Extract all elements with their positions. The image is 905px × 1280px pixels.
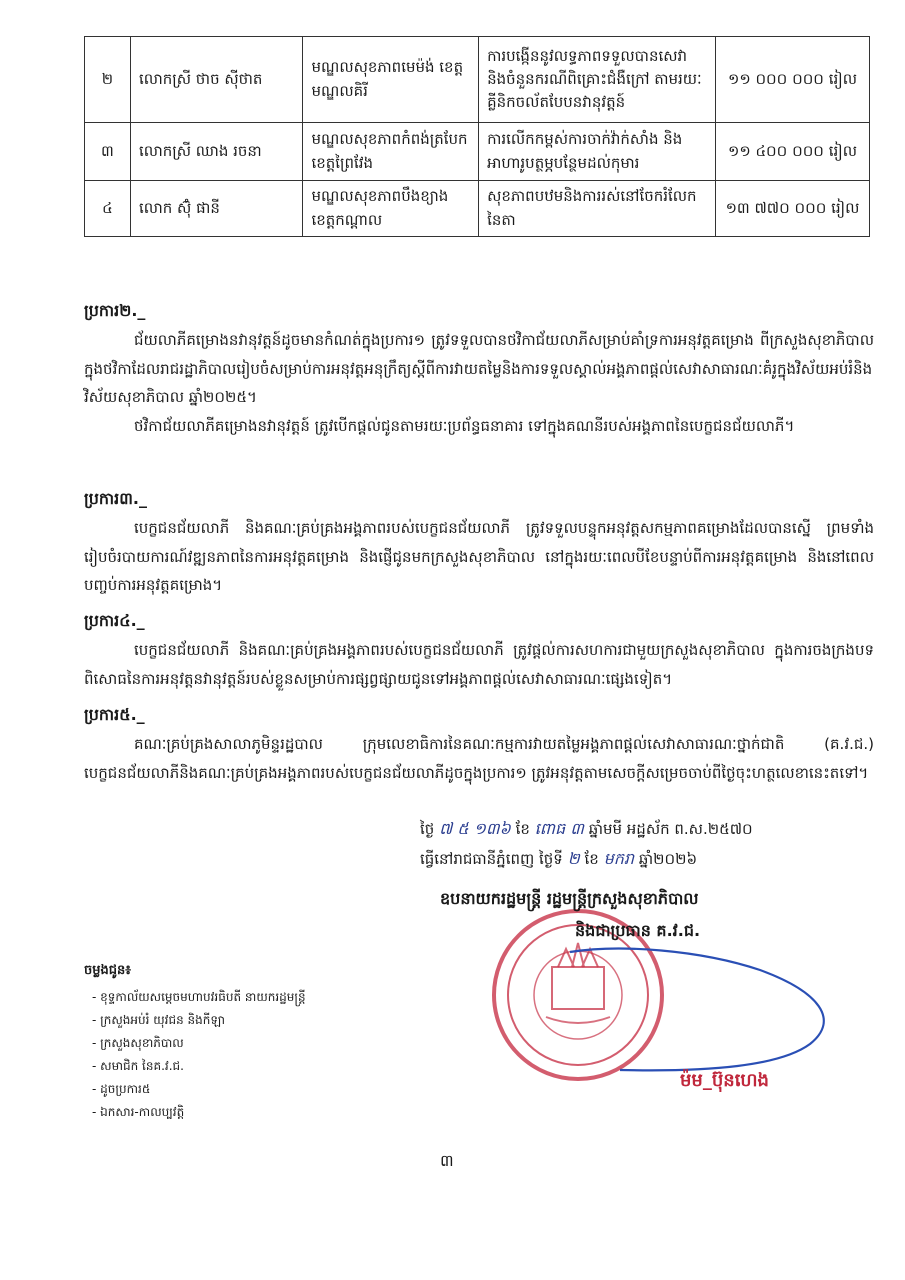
- lunar-year: ឆ្នាំមមី អដ្ឋស័ក ព.ស.២៥៧០: [588, 820, 753, 838]
- article-paragraph: គណៈគ្រប់គ្រងសាលាភូមិន្ទរដ្ឋបាល ក្រុមលេខាធិការនៃគណៈកម្មការវាយតម្លៃអង្គភាពផ្ដល់សេវាសាធារណៈថ្នាក់ជាតិ (គ.វ.ជ.) បេក្ខជនជ័យលាភីនិងគណៈគ្រប់គ្រងអង្គភាពរបស់បេក្ខជនជ័យលាភីដូចក្នុងប្រការ១ ត្រូវអនុវត្តតាមសេចក្ដីសម្រេចចាប់ពីថ្ងៃចុះហត្ថលេខានេះតទៅ។: [84, 735, 874, 782]
- signatory-title: ឧបនាយករដ្ឋមន្ត្រី រដ្ឋមន្ត្រីក្រសួងសុខាភិបាល: [440, 889, 699, 908]
- cc-item: - សមាជិក នៃគ.វ.ជ.: [92, 1055, 306, 1078]
- cc-item: - ដូចប្រការ៥: [92, 1078, 306, 1101]
- article-heading: ប្រការ៤._: [84, 611, 145, 630]
- health-center: មណ្ឌលសុខភាពបឹងខ្យាង ខេត្តកណ្ដាល: [303, 181, 479, 237]
- article-3: [84, 484, 874, 600]
- article-paragraph: ជ័យលាភីគម្រោងនវានុវត្តន៍ដូចមានកំណត់ក្នុងប្រការ១ ត្រូវទទួលបានថវិកាជ័យលាភីសម្រាប់គាំទ្រការអនុវត្តគម្រោង ពីក្រសួងសុខាភិបាល ក្នុងថវិកាដែលរាជរដ្ឋាភិបាលរៀបចំសម្រាប់ការអនុវត្តអនុក្រឹត្យស្ដីពីការវាយតម្លៃនិងការទទួលស្គាល់អង្គភាពផ្ដល់សេវាសាធារណៈគំរូក្នុងវិស័យអប់រំនិងវិស័យសុខាភិបាល ឆ្នាំ២០២៥។: [84, 331, 874, 407]
- table-row: [85, 123, 870, 181]
- article-heading: ប្រការ៥._: [84, 705, 145, 724]
- article-4: [84, 606, 874, 693]
- cc-item: - ឯកសារ-កាលប្បវត្តិ: [92, 1101, 306, 1124]
- project-title: ការលើកកម្ពស់ការចាក់វ៉ាក់សាំង និងអាហារូបត្ថម្ភបន្ថែមដល់កុមារ: [479, 123, 716, 181]
- signature-stroke-icon: [560, 940, 850, 1080]
- row-number: ៤: [85, 181, 131, 237]
- article-paragraph: បេក្ខជនជ័យលាភី និងគណៈគ្រប់គ្រងអង្គភាពរបស់បេក្ខជនជ័យលាភី ត្រូវផ្ដល់ការសហការជាមួយក្រសួងសុខាភិបាល ក្នុងការចងក្រងបទពិសោធនៃការអនុវត្តនវានុវត្តន៍របស់ខ្លួនសម្រាប់ការផ្សព្វផ្សាយជូនទៅអង្គភាពផ្ដល់សេវាសាធារណៈផ្សេងទៀត។: [84, 641, 874, 688]
- project-title: សុខភាពបឋមនិងការរស់នៅចែករំលែកនៃតា: [479, 181, 716, 237]
- cc-heading: ចម្លងជូន៖: [84, 963, 131, 978]
- page-number: ៣: [440, 1151, 454, 1170]
- handwritten-lunar-day: ៧ ៥ ១៣៦: [439, 819, 511, 838]
- signatory-title-2: និងជាប្រធាន គ.វ.ជ.: [575, 921, 701, 940]
- article-heading: ប្រការ២._: [84, 301, 146, 320]
- award-amount: ១៣ ៧៧០ ០០០ រៀល: [715, 181, 869, 237]
- article-5: [84, 700, 874, 787]
- table-row: [85, 37, 870, 123]
- lunar-date: [420, 818, 753, 842]
- year: ឆ្នាំ២០២៦: [638, 850, 698, 868]
- cc-item: - ក្រសួងសុខាភិបាល: [92, 1032, 306, 1055]
- table-row: [85, 181, 870, 237]
- handwritten-day: ២: [567, 849, 580, 868]
- row-number: ៣: [85, 123, 131, 181]
- article-paragraph: ថវិកាជ័យលាភីគម្រោងនវានុវត្តន៍ ត្រូវបើកផ្ដល់ជូនតាមរយៈប្រព័ន្ធធនាគារ ទៅក្នុងគណនីរបស់អង្គភាពនៃបេក្ខជនជ័យលាភី។: [134, 416, 795, 435]
- signatory-name: ម៉ម_ប៊ុនហេង: [680, 1070, 769, 1091]
- recipient-name: លោកស្រី ថាច ស៊ីថាត: [130, 37, 303, 123]
- recipient-name: លោក ស៊ុំ ផានី: [130, 181, 303, 237]
- place-and-day-label: ធ្វើនៅរាជធានីភ្នំពេញ ថ្ងៃទី: [420, 850, 563, 868]
- cc-item: - ខុទ្ទកាល័យសម្ដេចមហាបវរធិបតី នាយករដ្ឋមន្ត្រី: [92, 986, 306, 1009]
- solar-date: [420, 848, 697, 872]
- row-number: ២: [85, 37, 131, 123]
- cc-item: - ក្រសួងអប់រំ យុវជន និងកីឡា: [92, 1009, 306, 1032]
- health-center: មណ្ឌលសុខភាពកំពង់ត្របែក ខេត្តព្រៃវែង: [303, 123, 479, 181]
- lunar-prefix: ថ្ងៃ: [420, 820, 435, 838]
- month-label: ខែ: [584, 850, 599, 868]
- cc-list: [92, 986, 306, 1124]
- recipient-name: លោកស្រី ឈាង រចនា: [130, 123, 303, 181]
- lunar-month-label: ខែ: [515, 820, 530, 838]
- awards-table: [84, 36, 870, 237]
- award-amount: ១១ ០០០ ០០០ រៀល: [715, 37, 869, 123]
- handwritten-lunar-month: ពោធ ៣: [534, 819, 584, 838]
- project-title: ការបង្កើននូវលទ្ធភាពទទួលបានសេវា និងចំនួនករណីពិគ្រោះជំងឺក្រៅ តាមរយៈគ្លីនិកចល័តបែបនវានុវត្តន៍: [479, 37, 716, 123]
- award-amount: ១១ ៤០០ ០០០ រៀល: [715, 123, 869, 181]
- health-center: មណ្ឌលសុខភាពមេម៉ង់ ខេត្តមណ្ឌលគិរី: [303, 37, 479, 123]
- article-2: [84, 296, 874, 440]
- article-heading: ប្រការ៣._: [84, 489, 147, 508]
- handwritten-month: មករា: [603, 849, 635, 868]
- article-paragraph: បេក្ខជនជ័យលាភី និងគណៈគ្រប់គ្រងអង្គភាពរបស់បេក្ខជនជ័យលាភី ត្រូវទទួលបន្ទុកអនុវត្តសកម្មភាពគម្រោងដែលបានស្នើ ព្រមទាំងរៀបចំរបាយការណ៍វឌ្ឍនភាពនៃការអនុវត្តគម្រោង និងផ្ញើជូនមកក្រសួងសុខាភិបាល នៅក្នុងរយៈពេលបីខែបន្ទាប់ពីការអនុវត្តគម្រោង និងនៅពេលបញ្ចប់ការអនុវត្តគម្រោង។: [84, 519, 874, 595]
